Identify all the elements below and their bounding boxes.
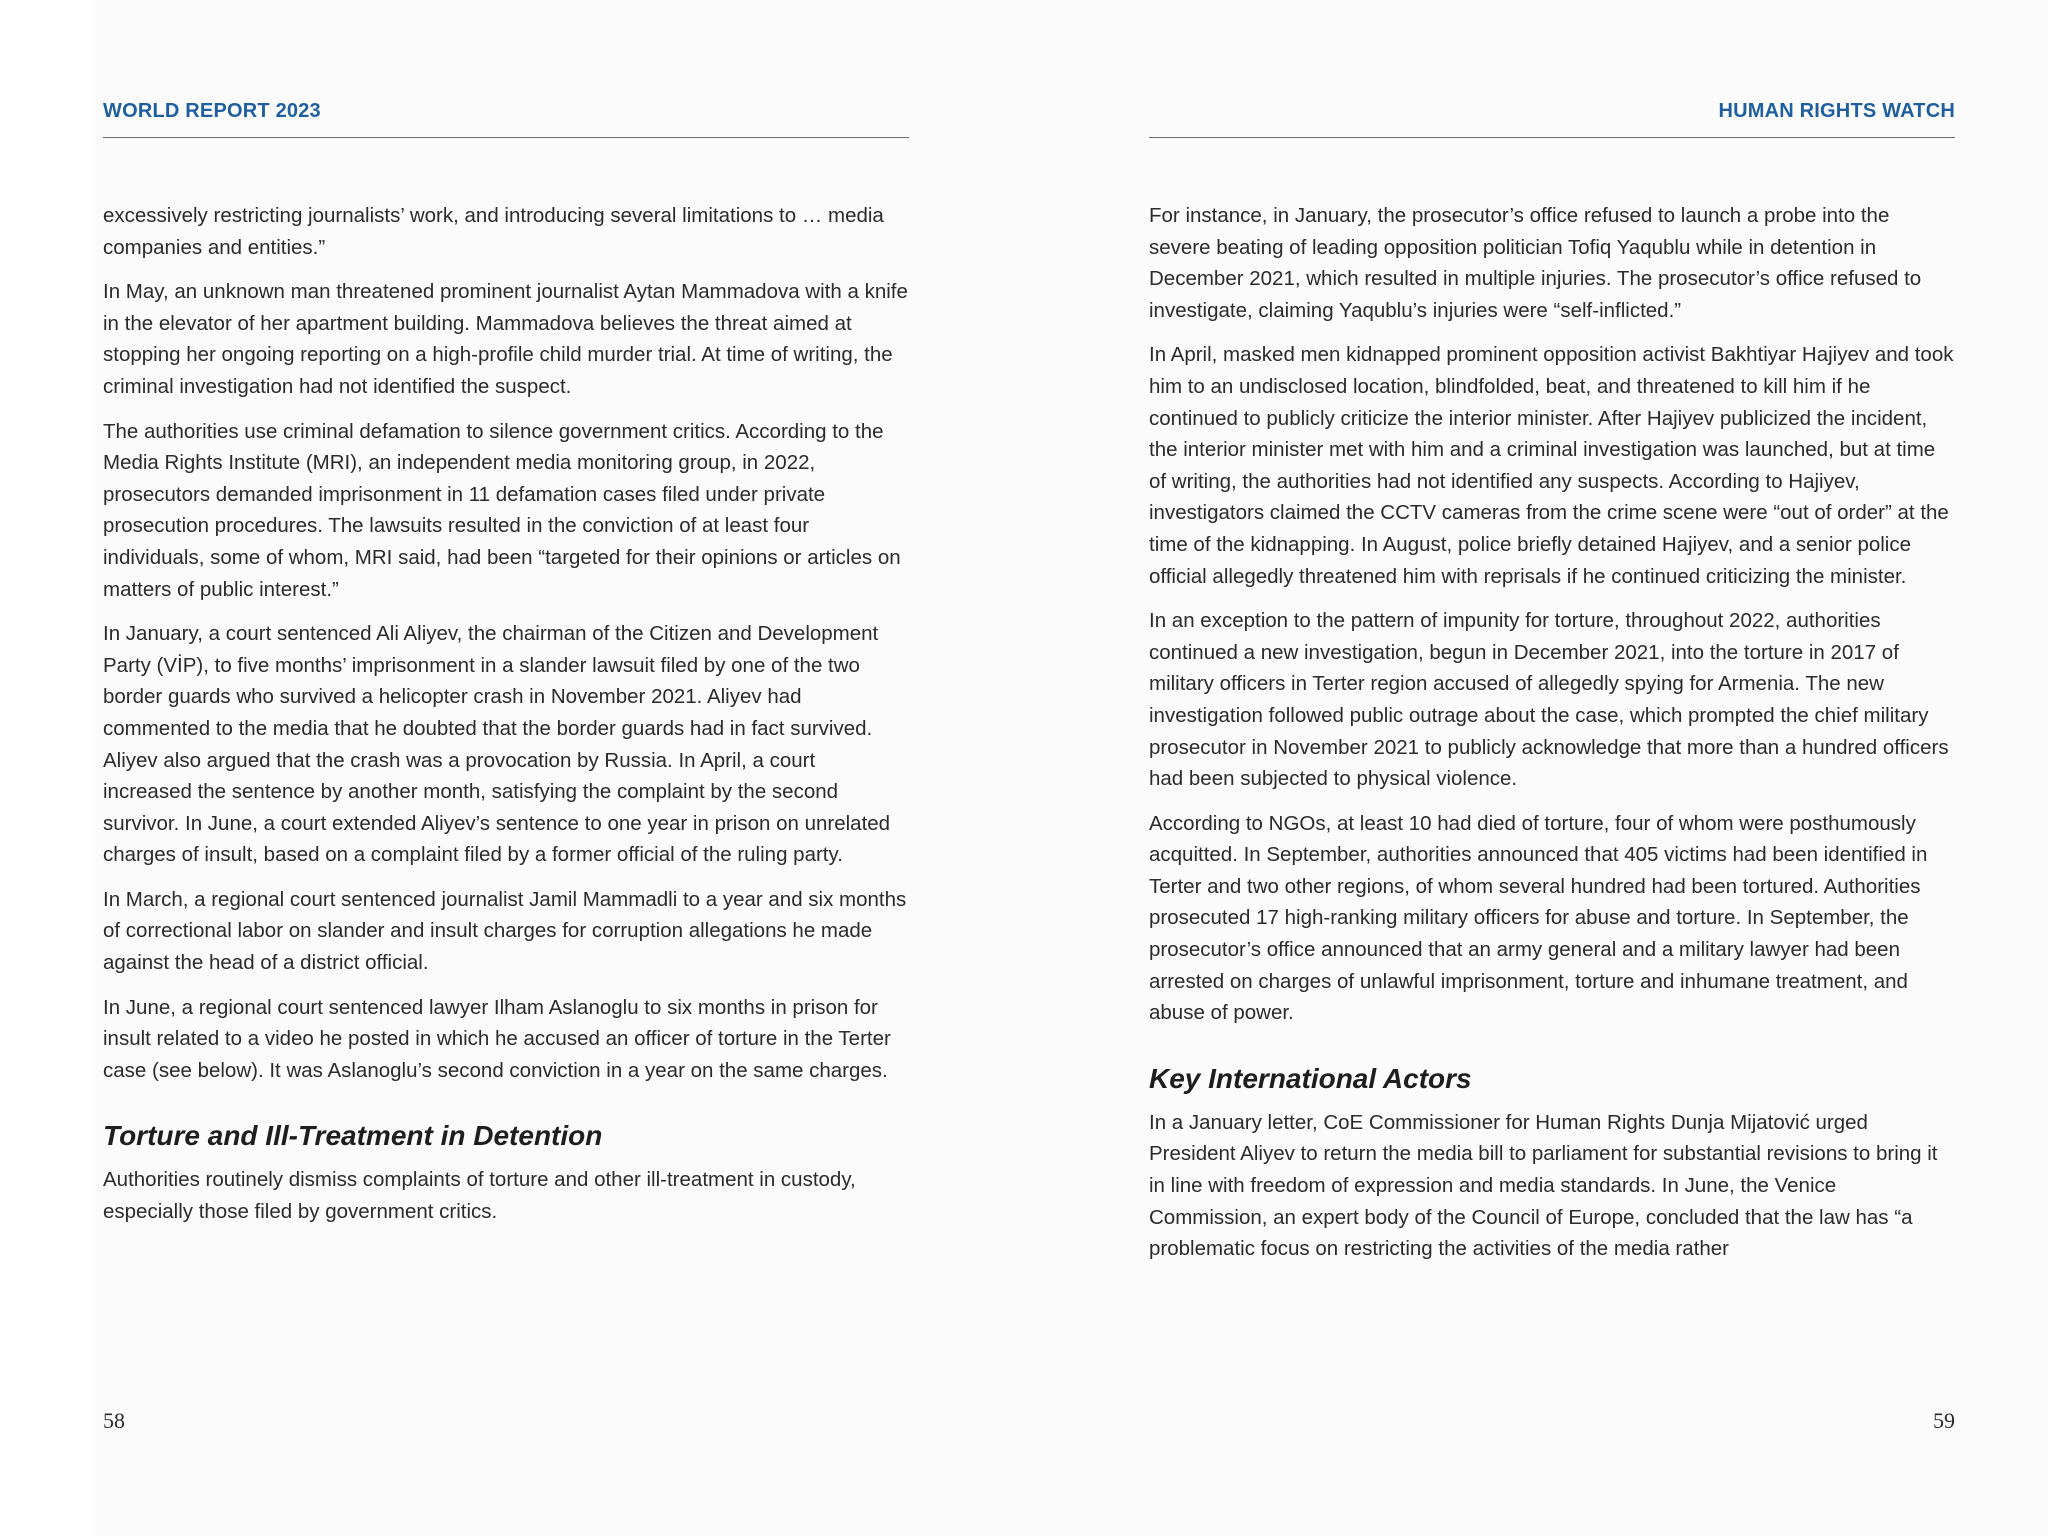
left-page xyxy=(103,0,909,1536)
paragraph: The authorities use criminal defamation to silence government critics. According to the Media Rights Institute (MRI), an independent media monitoring group, in 2022, prosecutors demanded imprisonment in 11 defamation cases filed under private prosecution procedures. The lawsuits resulted in the conviction of at least four individuals, some of whom, MRI said, had been “targeted for their opinions or articles on matters of public interest.” xyxy=(103,419,901,601)
running-head-right: HUMAN RIGHTS WATCH xyxy=(1718,100,1955,122)
paragraph: In March, a regional court sentenced journalist Jamil Mammadli to a year and six months of correctional labor on slander and insult charges for corruption allegations he made against the head of a district official. xyxy=(103,887,907,975)
paragraph: In May, an unknown man threatened prominent journalist Aytan Mammadova with a knife in the elevator of her apartment building. Mammadova believes the threat aimed at stopping her ongoing reporting on a high-profile child murder trial. At time of writing, the criminal investigation had not identified the suspect. xyxy=(103,280,908,398)
running-head-left: WORLD REPORT 2023 xyxy=(103,100,321,122)
paragraph: According to NGOs, at least 10 had died of torture, four of whom were posthumously acquitted. In September, authorities announced that 405 victims had been identified in Terter and two other regions, of whom several hundred had been tortured. Authorities prosecuted 17 high-ranking military officers for abuse and torture. In September, the prosecutor’s office announced that an army general and a military lawyer had been arrested on charges of unlawful imprisonment, torture and inhumane treatment, and abuse of power. xyxy=(1149,811,1928,1025)
right-page xyxy=(1149,0,1955,1536)
section-heading-key-international-actors: Key International Actors xyxy=(1149,1062,1472,1094)
paragraph: In June, a regional court sentenced lawyer Ilham Aslanoglu to six months in prison for insult related to a video he posted in which he accused an officer of torture in the Terter case (see below). It was Aslanoglu’s second conviction in a year on the same charges. xyxy=(103,995,891,1082)
right-page-body xyxy=(1149,200,1955,1278)
left-page-body xyxy=(103,200,909,1241)
paragraph: In January, a court sentenced Ali Aliyev, the chairman of the Citizen and Development Party (VİP), to five months’ imprisonment in a slander lawsuit filed by one of the two border guards who survived a helicopter crash in November 2021. Aliyev had commented to the media that he doubted that the border guards had in fact survived. Aliyev also argued that the crash was a provocation by Russia. In April, a court increased the sentence by another month, satisfying the complaint by the second survivor. In June, a court extended Aliyev’s sentence to one year in prison on unrelated charges of insult, based on a complaint filed by a former official of the ruling party. xyxy=(103,622,891,867)
paragraph: Authorities routinely dismiss complaints of torture and other ill-treatment in custody, especially those filed by government critics. xyxy=(103,1168,856,1224)
paragraph: excessively restricting journalists’ work, and introducing several limitations to … media companies and entities.” xyxy=(103,204,884,259)
section-heading-torture: Torture and Ill-Treatment in Detention xyxy=(103,1120,603,1152)
paragraph: In April, masked men kidnapped prominent opposition activist Bakhtiyar Hajiyev and took him to an undisclosed location, blindfolded, beat, and threatened to kill him if he continued to publicly criticize the interior minister. After Hajiyev publicized the incident, the interior minister met with him and a criminal investigation was launched, but at time of writing, the authorities had not identified any suspects. According to Hajiyev, investigators claimed the CCTV cameras from the crime scene were “out of order” at the time of the kidnapping. In August, police briefly detained Hajiyev, and a senior police official allegedly threatened him with reprisals if he continued criticizing the minister. xyxy=(1149,343,1954,588)
paragraph: In an exception to the pattern of impunity for torture, throughout 2022, authorities continued a new investigation, begun in December 2021, into the torture in 2017 of military officers in Terter region accused of allegedly spying for Armenia. The new investigation followed public outrage about the case, which prompted the chief military prosecutor in November 2021 to publicly acknowledge that more than a hundred officers had been subjected to physical violence. xyxy=(1149,609,1949,791)
paragraph: In a January letter, CoE Commissioner for Human Rights Dunja Mijatović urged President Aliyev to return the media bill to parliament for substantial revisions to bring it in line with freedom of expression and media standards. In June, the Venice Commission, an expert body of the Council of Europe, concluded that the law has “a problematic focus on restricting the activities of the media rather xyxy=(1149,1110,1938,1261)
header-rule-left xyxy=(103,137,909,138)
page-number-right: 59 xyxy=(1933,1408,1955,1433)
header-rule-right xyxy=(1149,137,1955,138)
paragraph: For instance, in January, the prosecutor’s office refused to launch a probe into the severe beating of leading opposition politician Tofiq Yaqublu while in detention in December 2021, which resulted in multiple injuries. The prosecutor’s office refused to investigate, claiming Yaqublu’s injuries were “self-inflicted.” xyxy=(1149,204,1922,322)
page-number-left: 58 xyxy=(103,1408,125,1433)
